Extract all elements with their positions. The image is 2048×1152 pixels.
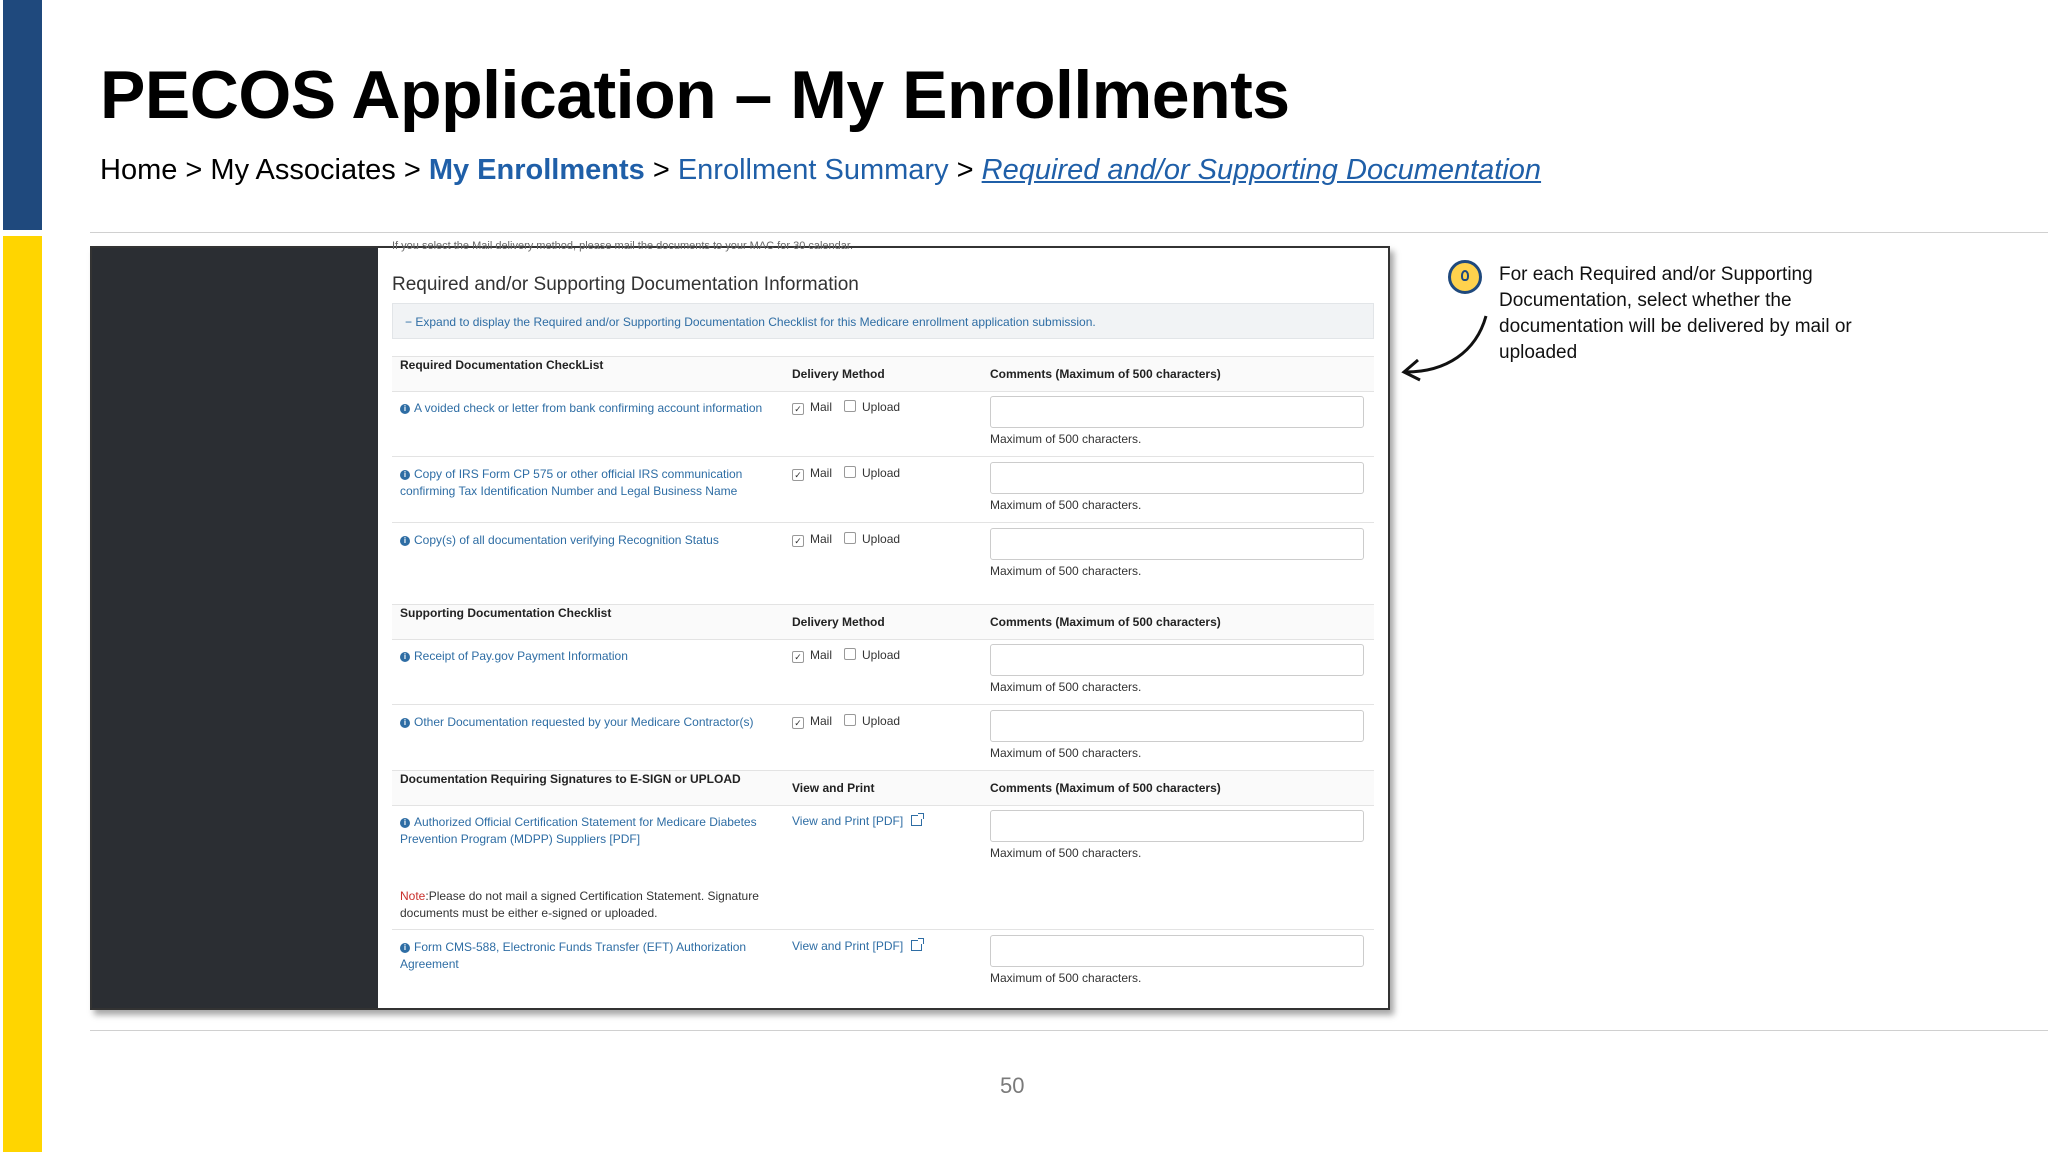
info-icon: i bbox=[400, 404, 410, 414]
view-print-link[interactable]: View and Print [PDF] bbox=[792, 814, 982, 828]
callout-text: For each Required and/or Supporting Documentation, select whether the documentation will be delivered by mail or uploaded bbox=[1499, 264, 1852, 363]
doc-name: Copy(s) of all documentation verifying Recognition Status bbox=[414, 533, 719, 547]
table-row bbox=[392, 638, 1374, 705]
table-row bbox=[392, 704, 1374, 771]
screenshot-sidebar bbox=[92, 248, 378, 1008]
view-print-link[interactable]: View and Print [PDF] bbox=[792, 939, 982, 953]
minus-icon: − bbox=[405, 315, 413, 329]
info-icon: i bbox=[400, 470, 410, 480]
upload-checkbox[interactable] bbox=[844, 648, 856, 660]
comments-input[interactable] bbox=[990, 396, 1364, 428]
mail-checkbox[interactable]: ✓ bbox=[792, 651, 804, 663]
crumb-current-page[interactable]: Required and/or Supporting Documentation bbox=[981, 154, 1542, 186]
comments-input[interactable] bbox=[990, 644, 1364, 676]
lightbulb-icon bbox=[1448, 260, 1482, 294]
signature-note bbox=[400, 888, 780, 922]
arrow-icon bbox=[1396, 312, 1496, 382]
crumb-enrollment-summary: Enrollment Summary bbox=[677, 154, 949, 186]
breadcrumb bbox=[100, 154, 1541, 187]
screenshot-main bbox=[378, 240, 1388, 1008]
upload-checkbox[interactable] bbox=[844, 532, 856, 544]
expand-checklist-toggle[interactable] bbox=[392, 303, 1374, 339]
external-link-icon bbox=[911, 940, 922, 951]
accent-bar-blue bbox=[3, 0, 42, 230]
max-chars-hint: Maximum of 500 characters. bbox=[990, 746, 1142, 760]
header-checklist: Documentation Requiring Signatures to E-SIGN or UPLOAD bbox=[400, 772, 741, 786]
doc-name: A voided check or letter from bank confirming account information bbox=[414, 401, 763, 415]
info-icon: i bbox=[400, 536, 410, 546]
divider-top bbox=[90, 232, 2048, 233]
crumb-separator: > bbox=[652, 154, 670, 186]
mail-label: Mail bbox=[810, 466, 833, 480]
max-chars-hint: Maximum of 500 characters. bbox=[990, 432, 1142, 446]
crumb-my-associates: My Associates bbox=[210, 154, 396, 186]
upload-label: Upload bbox=[862, 648, 901, 662]
crumb-separator: > bbox=[956, 154, 974, 186]
upload-checkbox[interactable] bbox=[844, 714, 856, 726]
note-label: Note bbox=[400, 889, 426, 903]
header-checklist: Required Documentation CheckList bbox=[400, 358, 604, 372]
header-comments: Comments (Maximum of 500 characters) bbox=[990, 781, 1221, 795]
expand-text: Expand to display the Required and/or Supporting Documentation Checklist for this Medicare enrollment application submission. bbox=[415, 315, 1096, 329]
mail-checkbox[interactable]: ✓ bbox=[792, 403, 804, 415]
doc-name: Other Documentation requested by your Medicare Contractor(s) bbox=[414, 715, 754, 729]
mail-checkbox[interactable]: ✓ bbox=[792, 535, 804, 547]
header-delivery: Delivery Method bbox=[792, 615, 885, 629]
header-comments: Comments (Maximum of 500 characters) bbox=[990, 615, 1221, 629]
max-chars-hint: Maximum of 500 characters. bbox=[990, 846, 1142, 860]
crumb-my-enrollments: My Enrollments bbox=[428, 154, 645, 186]
upload-checkbox[interactable] bbox=[844, 466, 856, 478]
info-icon: i bbox=[400, 943, 410, 953]
comments-input[interactable] bbox=[990, 810, 1364, 842]
crumb-separator: > bbox=[185, 154, 203, 186]
info-icon: i bbox=[400, 652, 410, 662]
header-comments: Comments (Maximum of 500 characters) bbox=[990, 367, 1221, 381]
table-row bbox=[392, 929, 1374, 995]
table-header bbox=[392, 604, 1374, 640]
cutoff-text: If you select the Mail delivery method, please mail the documents to your MAC for 30 calendar. bbox=[392, 240, 854, 252]
mail-label: Mail bbox=[810, 648, 833, 662]
page-number: 50 bbox=[1000, 1073, 1025, 1098]
table-header bbox=[392, 356, 1374, 392]
accent-bar-yellow bbox=[3, 236, 42, 1152]
header-delivery: Delivery Method bbox=[792, 367, 885, 381]
table-header bbox=[392, 770, 1374, 806]
crumb-home: Home bbox=[100, 154, 178, 186]
upload-label: Upload bbox=[862, 532, 901, 546]
mail-label: Mail bbox=[810, 532, 833, 546]
note-text: :Please do not mail a signed Certification Statement. Signature documents must be either e-signed or uploaded. bbox=[400, 889, 759, 920]
header-checklist: Supporting Documentation Checklist bbox=[400, 606, 612, 620]
table-row bbox=[392, 804, 1374, 930]
doc-name: Authorized Official Certification Statement for Medicare Diabetes Prevention Program (MDPP) Suppliers [PDF] bbox=[400, 815, 757, 846]
max-chars-hint: Maximum of 500 characters. bbox=[990, 680, 1142, 694]
table-row bbox=[392, 390, 1374, 457]
pecos-screenshot bbox=[90, 240, 1390, 1010]
doc-name: Receipt of Pay.gov Payment Information bbox=[414, 649, 628, 663]
upload-label: Upload bbox=[862, 400, 901, 414]
crumb-separator: > bbox=[403, 154, 421, 186]
info-icon: i bbox=[400, 718, 410, 728]
max-chars-hint: Maximum of 500 characters. bbox=[990, 498, 1142, 512]
comments-input[interactable] bbox=[990, 528, 1364, 560]
slide-title: PECOS Application – My Enrollments bbox=[100, 57, 1290, 133]
max-chars-hint: Maximum of 500 characters. bbox=[990, 564, 1142, 578]
upload-label: Upload bbox=[862, 714, 901, 728]
upload-checkbox[interactable] bbox=[844, 400, 856, 412]
divider-bottom bbox=[90, 1030, 2048, 1031]
info-icon: i bbox=[400, 818, 410, 828]
mail-label: Mail bbox=[810, 714, 833, 728]
comments-input[interactable] bbox=[990, 710, 1364, 742]
comments-input[interactable] bbox=[990, 462, 1364, 494]
table-row bbox=[392, 522, 1374, 604]
max-chars-hint: Maximum of 500 characters. bbox=[990, 971, 1142, 985]
table-row bbox=[392, 456, 1374, 523]
mail-checkbox[interactable]: ✓ bbox=[792, 469, 804, 481]
doc-name: Copy of IRS Form CP 575 or other official IRS communication confirming Tax Identification Number and Legal Business Name bbox=[400, 467, 743, 498]
section-title: Required and/or Supporting Documentation Information bbox=[392, 274, 859, 295]
header-view-print: View and Print bbox=[792, 781, 875, 795]
doc-name: Form CMS-588, Electronic Funds Transfer (EFT) Authorization Agreement bbox=[400, 940, 747, 971]
external-link-icon bbox=[911, 815, 922, 826]
comments-input[interactable] bbox=[990, 935, 1364, 967]
mail-checkbox[interactable]: ✓ bbox=[792, 717, 804, 729]
upload-label: Upload bbox=[862, 466, 901, 480]
mail-label: Mail bbox=[810, 400, 833, 414]
